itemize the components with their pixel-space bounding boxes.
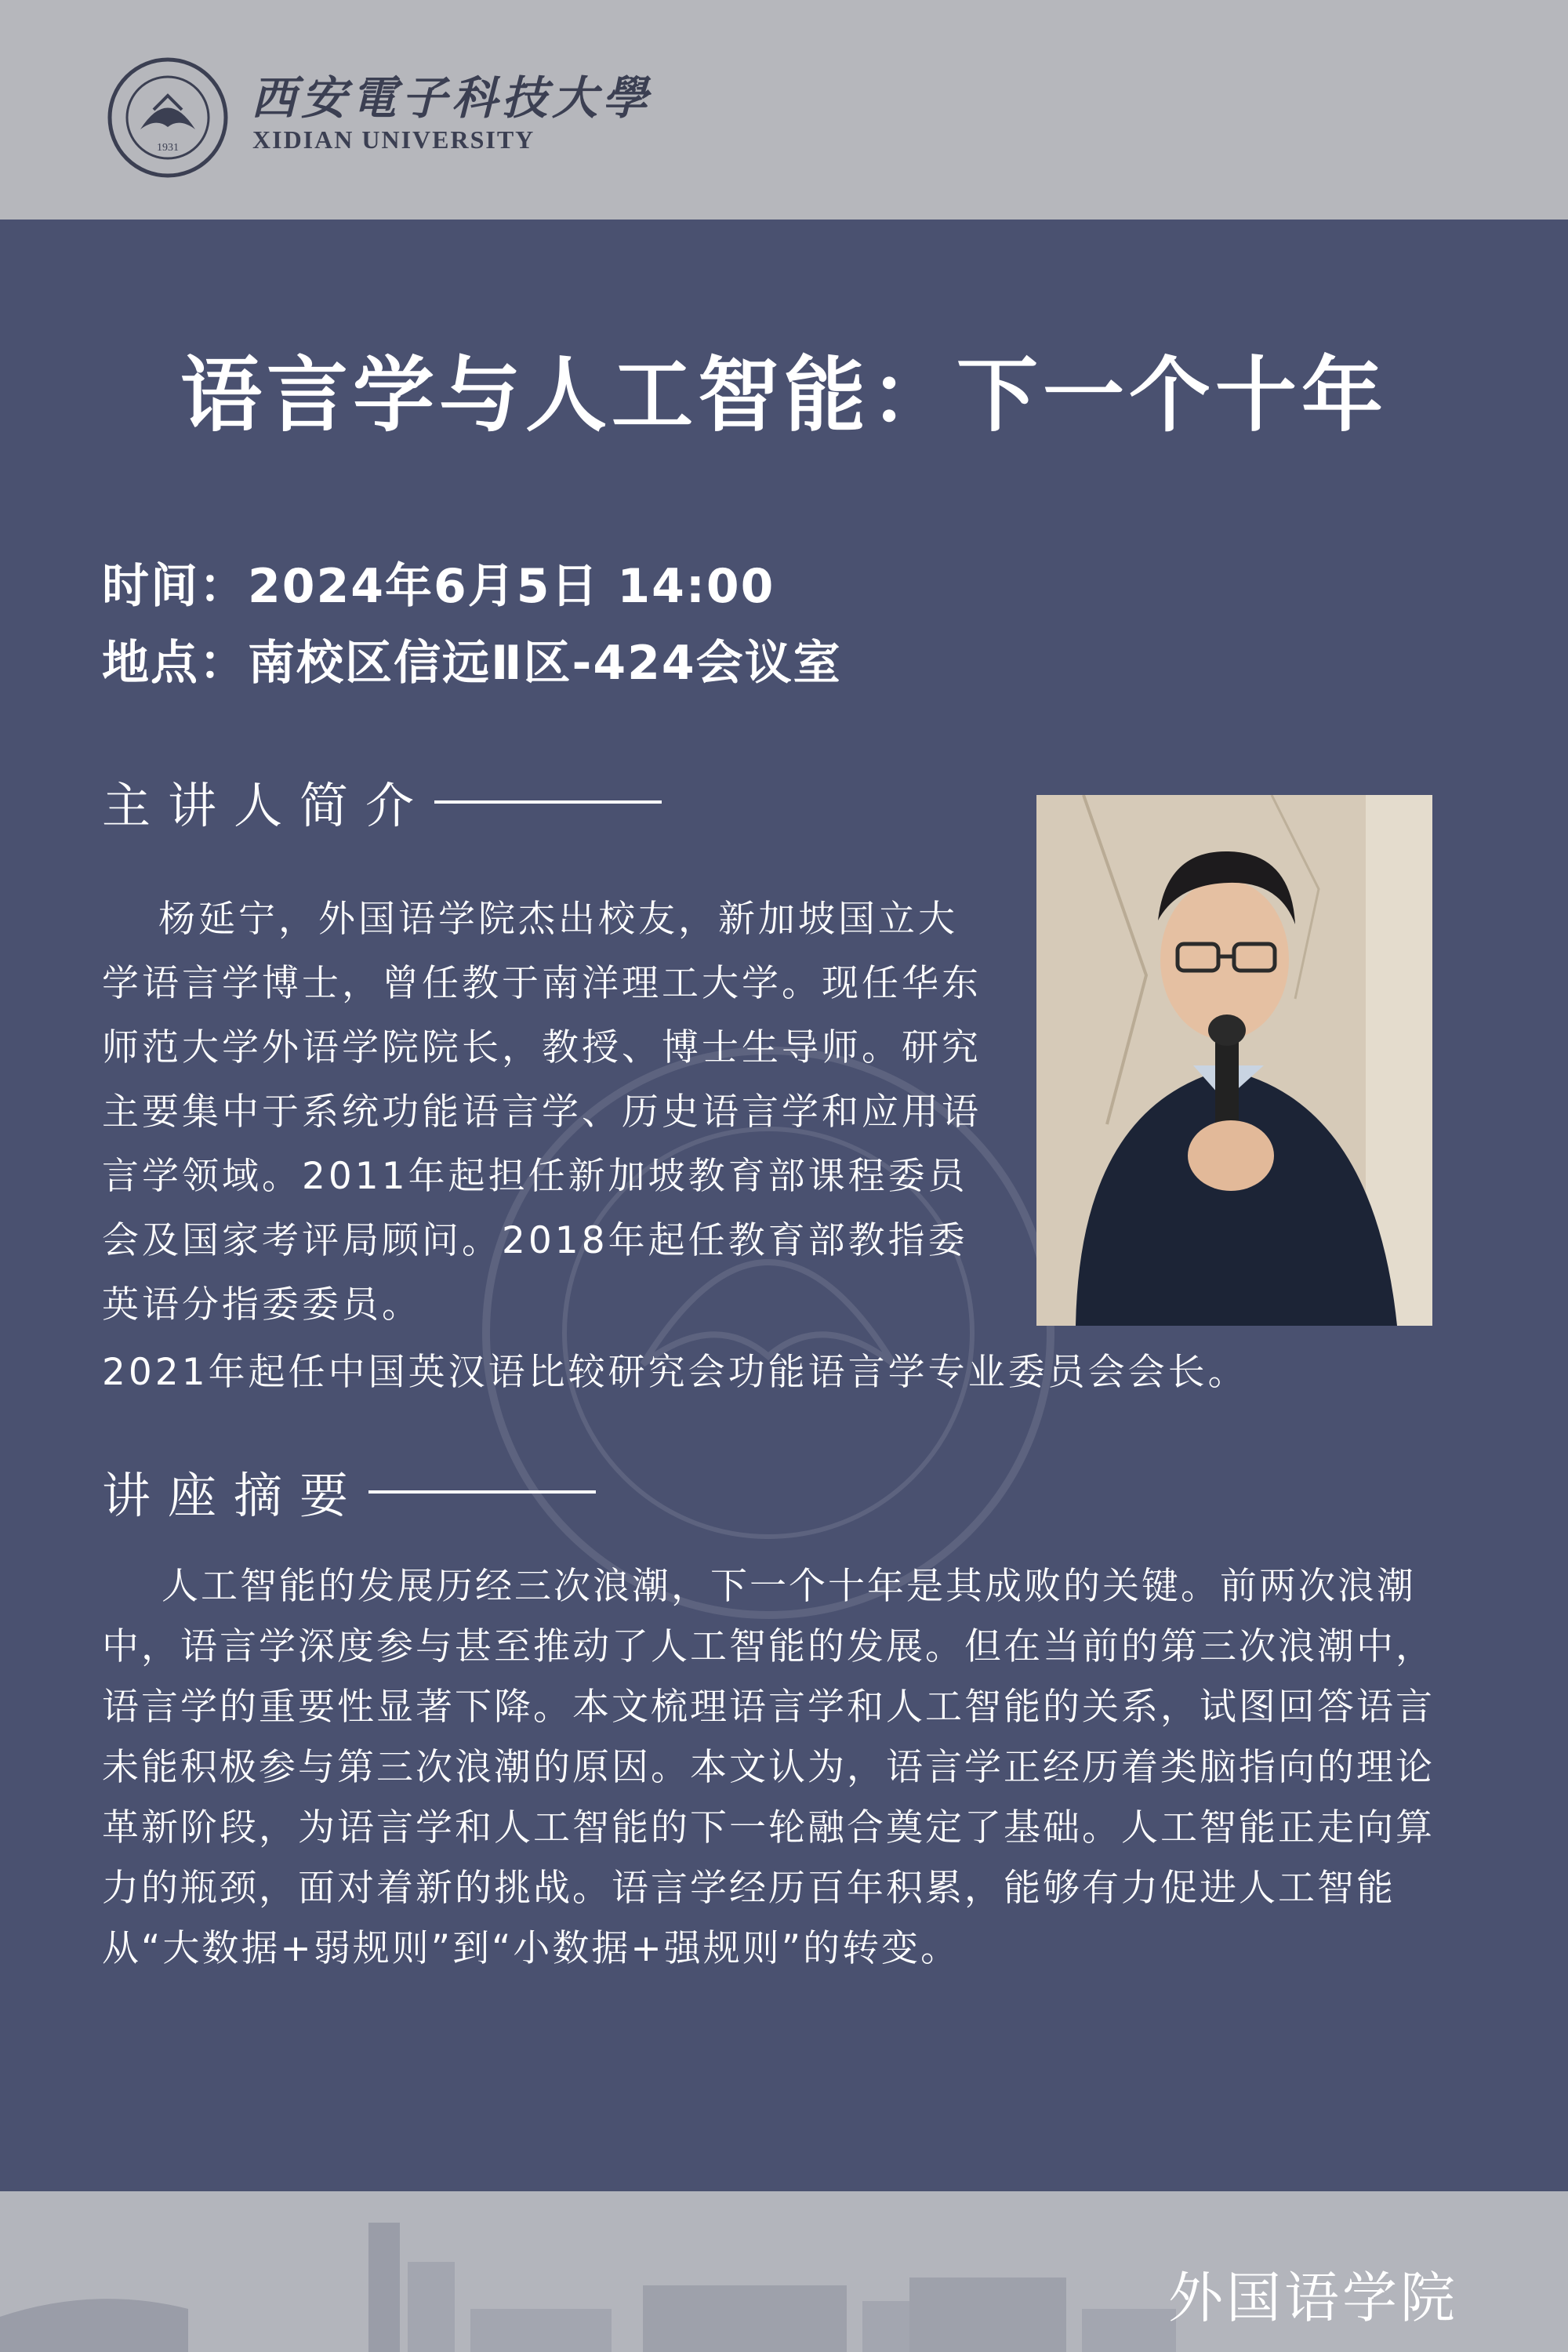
bio-heading-label: 主讲人简介 [102, 777, 432, 834]
speaker-photo [1036, 795, 1432, 1326]
logo-english-name: XIDIAN UNIVERSITY [252, 125, 535, 154]
abstract-heading-label: 讲座摘要 [102, 1467, 366, 1524]
event-place: 地点：南校区信远Ⅱ区-424会议室 [102, 636, 842, 691]
bio-heading-rule [434, 800, 662, 804]
lecture-abstract: 人工智能的发展历经三次浪潮，下一个十年是其成败的关键。前两次浪潮中，语言学深度参与甚至推动了人工智能的发展。但在当前的第三次浪潮中，语言学的重要性显著下降。本文梳理语言学和人工智能的关系，试图回答语言未能积极参与第三次浪潮的原因。本文认为，语言学正经历着类脑指向的理论革新阶段，为语言学和人工智能的下一轮融合奠定了基础。人工智能正走向算力的瓶颈，面对着新的挑战。语言学经历百年积累，能够有力促进人工智能从“大数据+弱规则”到“小数据+强规则”的转变。 [102, 1565, 1435, 1970]
header-band [0, 0, 1568, 220]
seal-year: 1931 [157, 142, 179, 154]
logo-chinese-name: 西安電子科技大學 [251, 71, 653, 125]
page-title: 语言学与人工智能：下一个十年 [180, 347, 1388, 443]
footer-band [0, 2191, 1568, 2352]
abstract-heading [102, 1457, 596, 1526]
speaker-photo-illustration [1036, 795, 1432, 1326]
abstract-heading-rule [368, 1490, 596, 1494]
footer-school-name: 外国语学院 [1168, 2266, 1458, 2330]
university-seal-icon [105, 55, 230, 180]
speaker-bio-last-line: 2021年起任中国英汉语比较研究会功能语言学专业委员会会长。 [102, 1351, 1248, 1394]
speaker-bio: 杨延宁，外国语学院杰出校友，新加坡国立大学语言学博士，曾任教于南洋理工大学。现任华东师范大学外语学院院长，教授、博士生导师。研究主要集中于系统功能语言学、历史语言学和应用语言学领域。2011年起担任新加坡教育部课程委员会及国家考评局顾问。2018年起任教育部教指委英语分指委委员。 [102, 898, 982, 1327]
event-time: 时间：2024年6月5日 14:00 [102, 559, 775, 614]
bio-heading [102, 767, 662, 837]
